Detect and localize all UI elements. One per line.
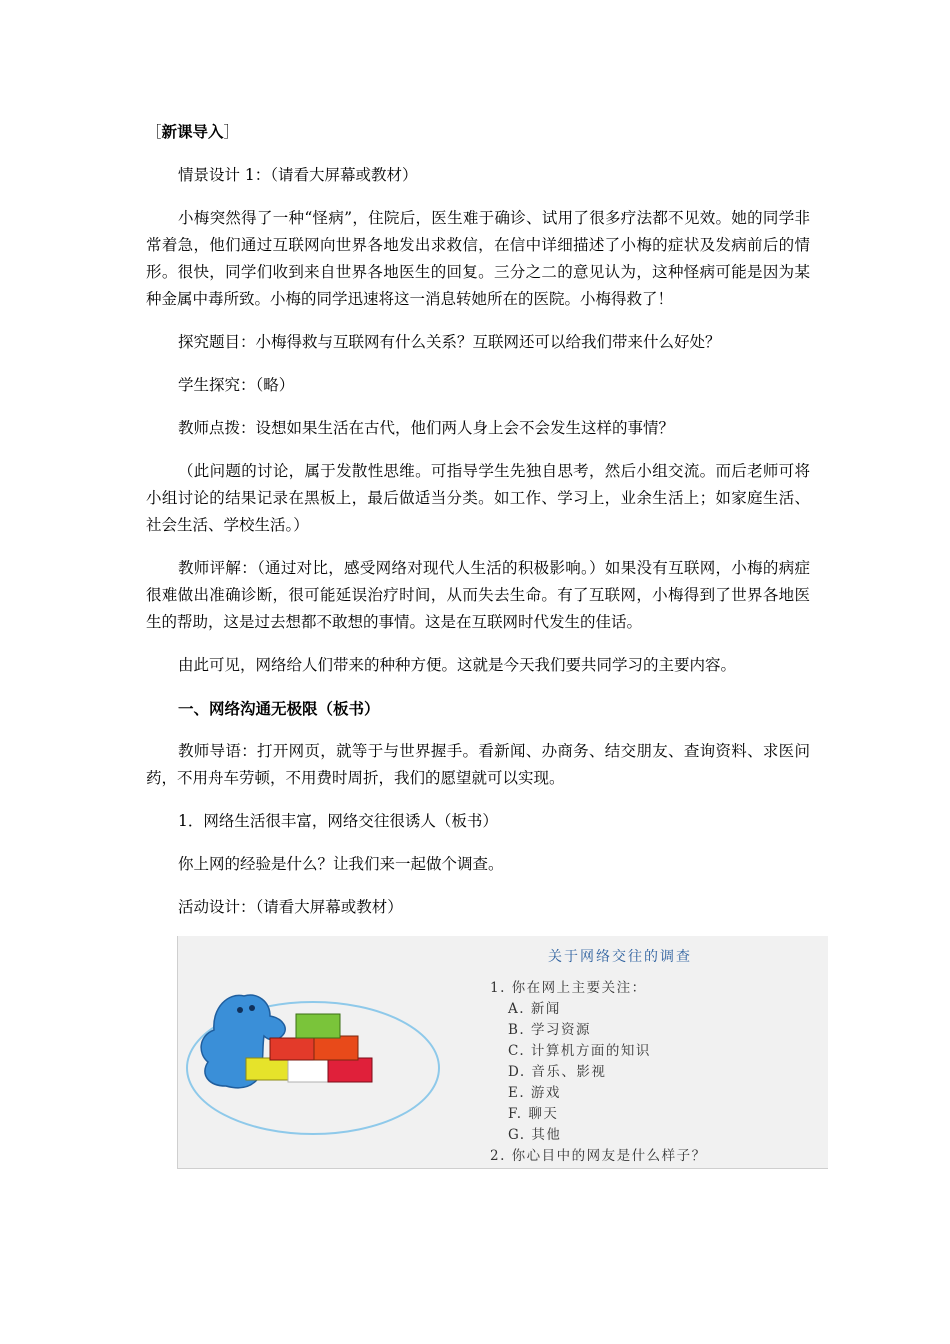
- point-1-heading: 1．网络生活很丰富，网络交往很诱人（板书）: [178, 812, 498, 830]
- section-heading-text: 新课导入: [161, 122, 224, 141]
- survey-option: D. 音乐、影视: [508, 1064, 607, 1080]
- teacher-hint-line: 教师点拨：设想如果生活在古代，他们两人身上会不会发生这样的事情？: [178, 419, 675, 437]
- story-paragraph: 小梅突然得了一种“怪病”，住院后，医生难于确诊、试用了很多疗法都不见效。她的同学非常着急，他们通过互联网向世界各地发出求救信，在信中详细描述了小梅的症状及发病前后的情形。很快，同学们收到来自世界各地医生的回复。三分之二的意见认为，这种怪病可能是因为某种金属中毒所致。小梅的同学迅速将这一消息转她所在的医院。小梅得救了！: [146, 209, 810, 308]
- survey-option: A. 新闻: [508, 1001, 561, 1017]
- survey-figure: [177, 936, 828, 1169]
- activity-line: 活动设计：（请看大屏幕或教材）: [178, 898, 403, 916]
- survey-question-1: 1. 你在网上主要关注：: [490, 980, 647, 996]
- section-heading: ［新课导入］: [146, 122, 240, 141]
- survey-option: C. 计算机方面的知识: [508, 1043, 651, 1059]
- teacher-intro-paragraph: 教师导语：打开网页，就等于与世界握手。看新闻、办商务、结交朋友、查询资料、求医问药，不用舟车劳顿，不用费时周折，我们的愿望就可以实现。: [146, 742, 810, 787]
- inquiry-line: 探究题目：小梅得救与互联网有什么关系？互联网还可以给我们带来什么好处？: [178, 333, 721, 351]
- survey-option: G. 其他: [508, 1127, 562, 1143]
- teacher-comment-paragraph: 教师评解：（通过对比，感受网络对现代人生活的积极影响。）如果没有互联网，小梅的病症很难做出准确诊断，很可能延误治疗时间，从而失去生命。有了互联网，小梅得到了世界各地医生的帮助，这是过去想都不敢想的事情。这是在互联网时代发生的佳话。: [146, 559, 810, 631]
- survey-question-2: 2. 你心目中的网友是什么样子？: [490, 1148, 707, 1164]
- survey-option: F. 聊天: [508, 1106, 559, 1122]
- document-body: [146, 118, 810, 937]
- conclusion-line: 由此可见，网络给人们带来的种种方便。这就是今天我们要共同学习的主要内容。: [178, 656, 737, 674]
- section-1-heading: 一、网络沟通无极限（板书）: [178, 699, 380, 718]
- question-line: 你上网的经验是什么？让我们来一起做个调查。: [178, 855, 504, 873]
- survey-option: B. 学习资源: [508, 1022, 592, 1038]
- survey-title: 关于网络交往的调查: [548, 949, 692, 965]
- scenario-line: 情景设计 1：（请看大屏幕或教材）: [178, 166, 418, 184]
- discussion-paragraph: （此问题的讨论，属于发散性思维。可指导学生先独自思考，然后小组交流。而后老师可将小组讨论的结果记录在黑板上，最后做适当分类。如工作、学习上，业余生活上；如家庭生活、社会生活、学校生活。）: [146, 462, 810, 534]
- student-line: 学生探究：（略）: [178, 376, 295, 394]
- mascot-illustration: [178, 936, 828, 1168]
- survey-option: E. 游戏: [508, 1085, 561, 1101]
